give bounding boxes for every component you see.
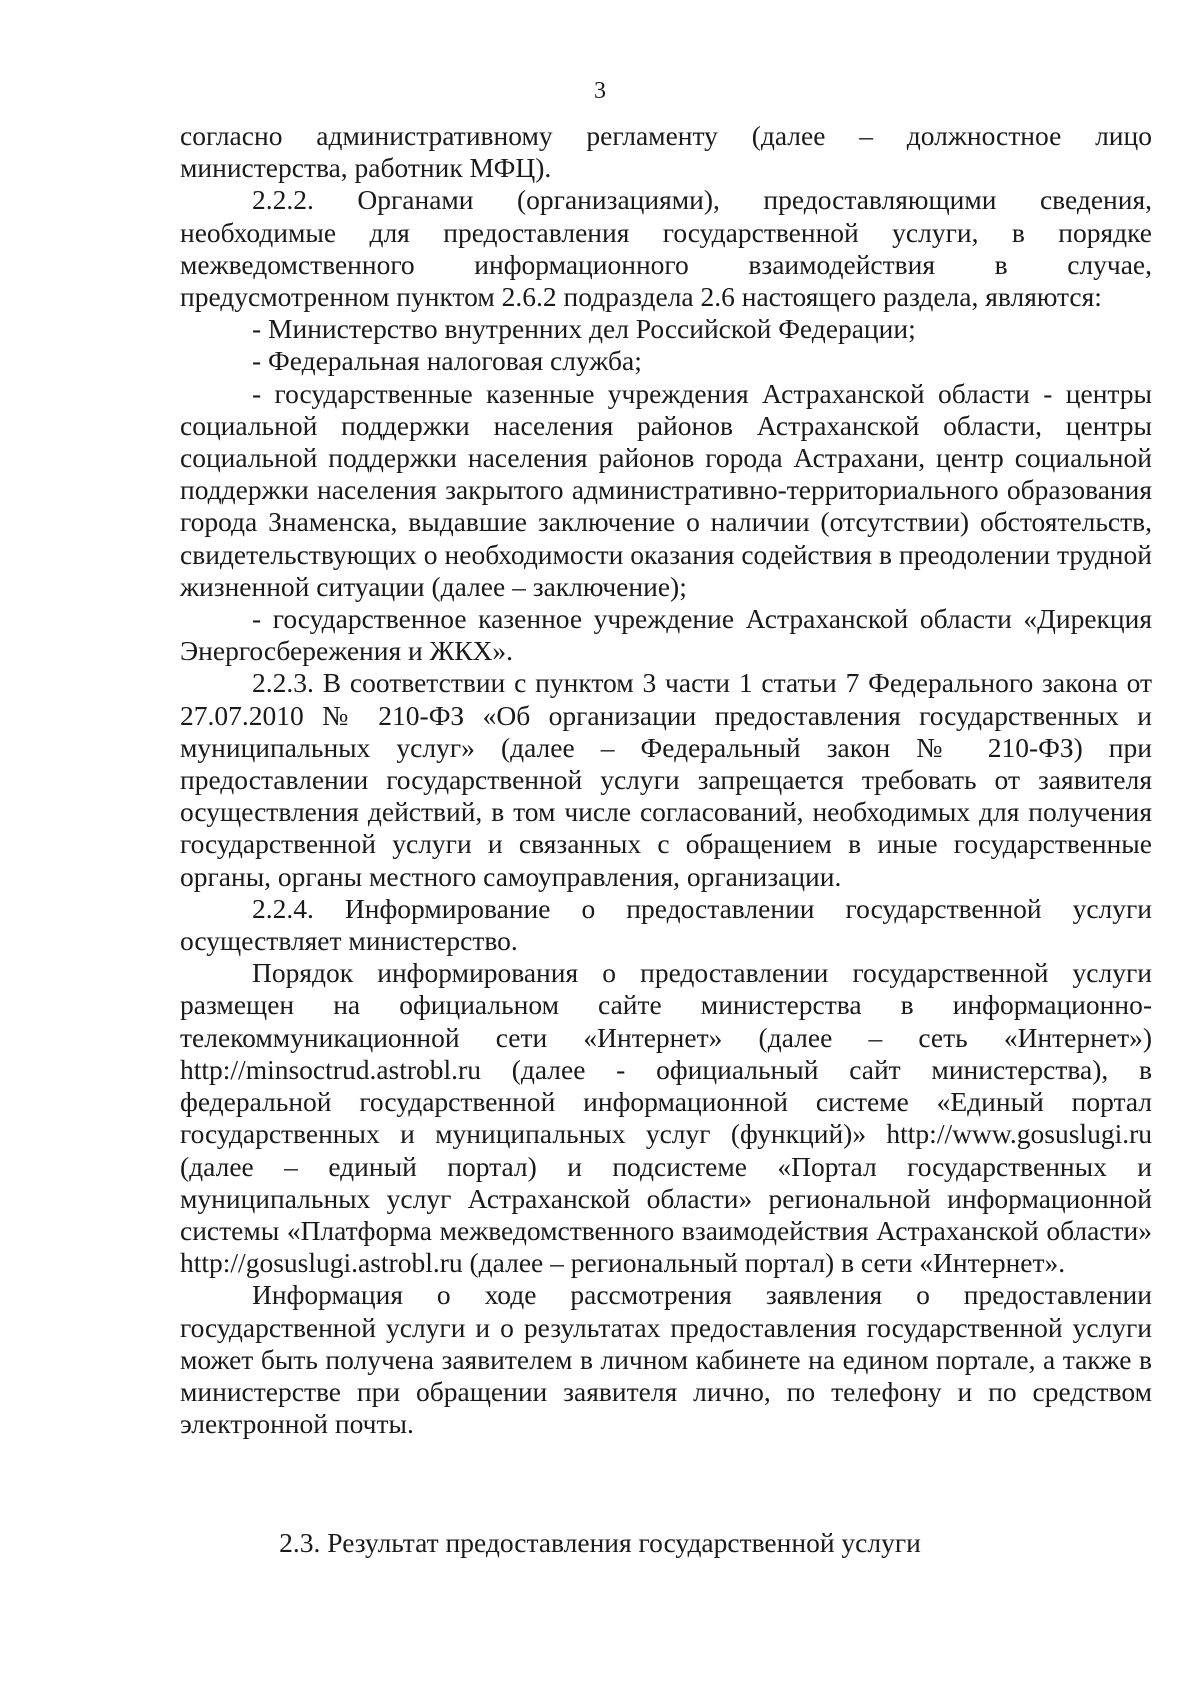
paragraph-continuation: согласно административному регламенту (далее – должностное лицо министерства, работник МФЦ). bbox=[180, 120, 1152, 184]
paragraph-2-2-4: 2.2.4. Информирование о предоставлении государственной услуги осуществляет министерство. bbox=[180, 892, 1152, 957]
paragraph-2-2-3: 2.2.3. В соответствии с пунктом 3 части 1 статьи 7 Федерального закона от 27.07.2010 № 210-ФЗ «Об организации предоставления государственных и муниципальных услуг» (далее – Федеральный закон № 210-ФЗ) при предоставлении государственной услуги запрещается требовать от заявителя осуществления действий, в том числе согласований, необходимых для получения государственной услуги и связанных с обращением в иные государственные органы, органы местного самоуправления, организации. bbox=[180, 667, 1152, 892]
page-number: 3 bbox=[594, 78, 606, 104]
paragraph-informing-procedure: Порядок информирования о предоставлении государственной услуги размещен на официальном сайте министерства в информационно-телекоммуникационной сети «Интернет» (далее – сеть «Интернет») http://minsoctrud.astrobl.ru (далее - официальный сайт министерства), в федеральной государственной информационной системе «Единый портал государственных и муниципальных услуг (функций)» http://www.gosuslugi.ru (далее – единый портал) и подсистеме «Портал государственных и муниципальных услуг Астраханской области» региональной информационной системы «Платформа межведомственного взаимодействия Астраханской области» http://gosuslugi.astrobl.ru (далее – региональный портал) в сети «Интернет». bbox=[180, 957, 1152, 1279]
list-item-fns: - Федеральная налоговая служба; bbox=[252, 345, 642, 377]
section-heading: 2.3. Результат предоставления государственной услуги bbox=[279, 1527, 921, 1558]
list-item-energy-directorate: - государственное казенное учреждение Астраханской области «Дирекция Энергосбережения и ЖКХ». bbox=[180, 603, 1152, 667]
paragraph-2-2-2: 2.2.2. Органами (организациями), предоставляющими сведения, необходимые для предоставления государственной услуги, в порядке межведомственного информационного взаимодействия в случае, предусмотренном пунктом 2.6.2 подраздела 2.6 настоящего раздела, являются: bbox=[180, 184, 1152, 313]
list-item-mvd: - Министерство внутренних дел Российской Федерации; bbox=[252, 313, 916, 345]
paragraph-application-status-info: Информация о ходе рассмотрения заявления о предоставлении государственной услуги и о результатах предоставления государственной услуги может быть получена заявителем в личном кабинете на едином портале, а также в министерстве при обращении заявителя лично, по телефону и по средством электронной почты. bbox=[180, 1279, 1152, 1440]
body-text bbox=[180, 120, 1152, 1440]
list-item-social-support-centers: - государственные казенные учреждения Астраханской области - центры социальной поддержки населения районов Астраханской области, центры социальной поддержки населения районов города Астрахани, центр социальной поддержки населения закрытого административно-территориального образования города Знаменска, выдавшие заключение о наличии (отсутствии) обстоятельств, свидетельствующих о необходимости оказания содействия в преодолении трудной жизненной ситуации (далее – заключение); bbox=[180, 377, 1152, 602]
